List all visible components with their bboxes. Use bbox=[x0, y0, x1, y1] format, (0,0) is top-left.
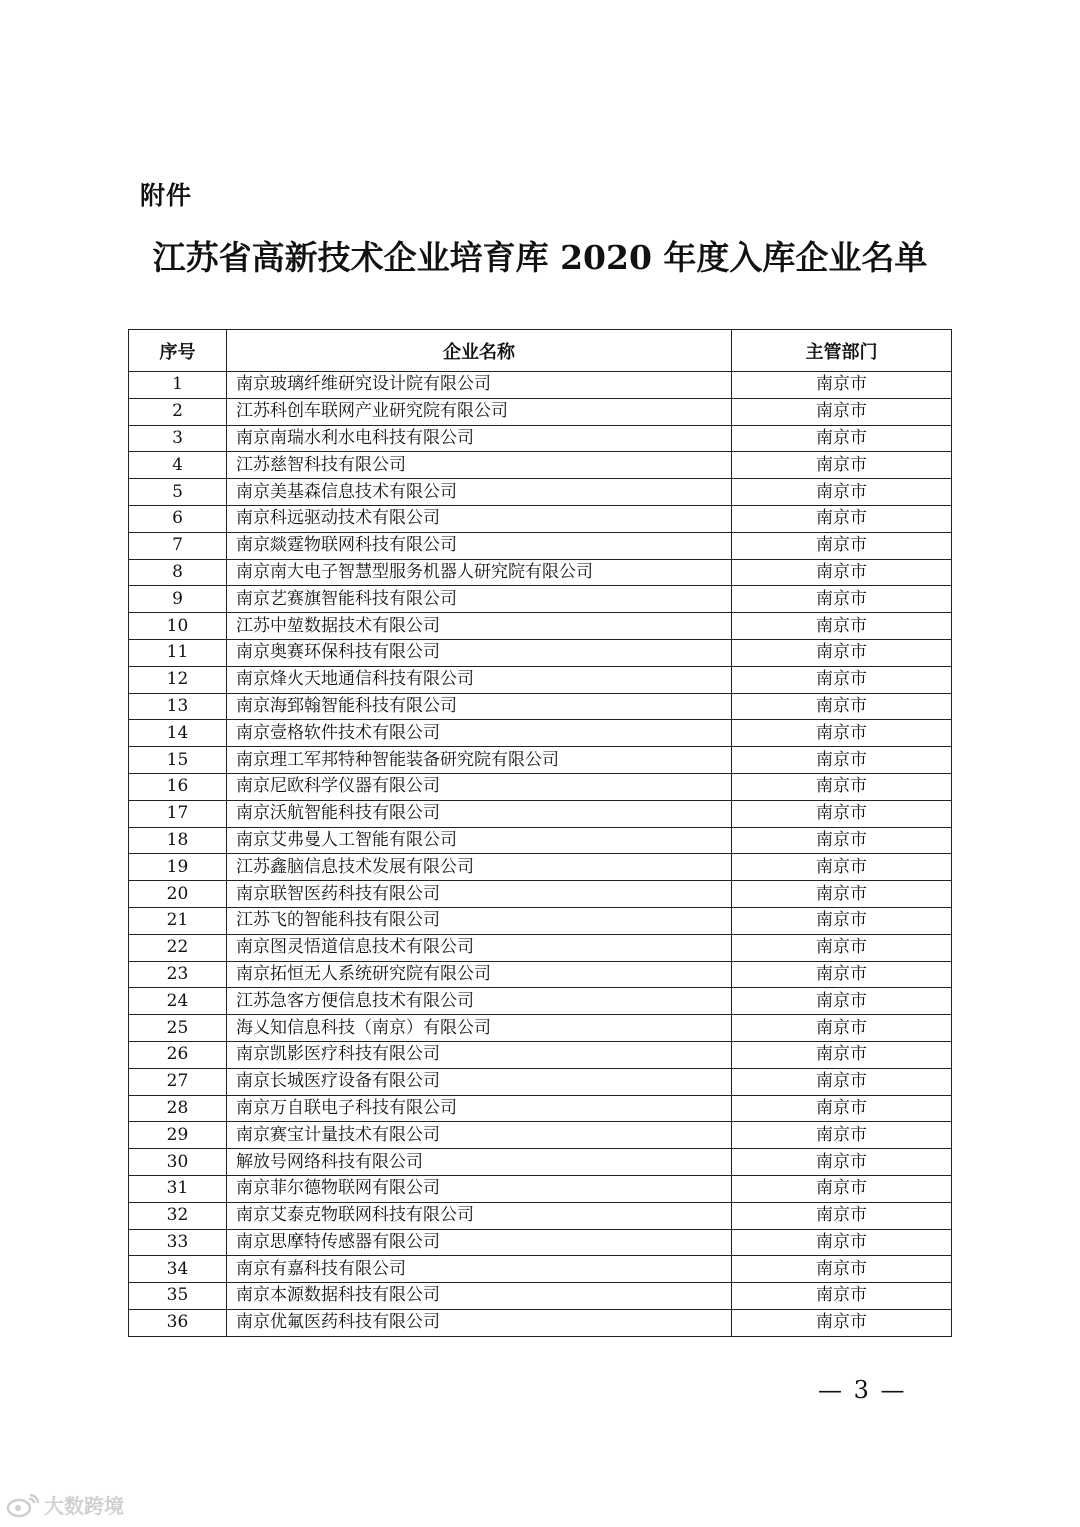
table-row bbox=[129, 1122, 952, 1149]
company-name: 江苏科创车联网产业研究院有限公司 bbox=[227, 398, 732, 425]
table-row bbox=[129, 398, 952, 425]
table-row bbox=[129, 1015, 952, 1042]
table-row bbox=[129, 425, 952, 452]
row-index: 13 bbox=[129, 693, 227, 720]
department: 南京市 bbox=[732, 961, 952, 988]
table-row bbox=[129, 452, 952, 479]
company-name: 南京有嘉科技有限公司 bbox=[227, 1256, 732, 1283]
page-number: — 3 — bbox=[818, 1376, 907, 1404]
department: 南京市 bbox=[732, 505, 952, 532]
table-row bbox=[129, 827, 952, 854]
company-name: 江苏急客方便信息技术有限公司 bbox=[227, 988, 732, 1015]
table-row bbox=[129, 1149, 952, 1176]
department: 南京市 bbox=[732, 425, 952, 452]
company-name: 南京理工军邦特种智能装备研究院有限公司 bbox=[227, 747, 732, 774]
row-index: 33 bbox=[129, 1229, 227, 1256]
row-index: 18 bbox=[129, 827, 227, 854]
department: 南京市 bbox=[732, 479, 952, 506]
company-name: 江苏鑫脑信息技术发展有限公司 bbox=[227, 854, 732, 881]
company-name: 南京美基森信息技术有限公司 bbox=[227, 479, 732, 506]
weibo-logo-icon bbox=[6, 1492, 40, 1518]
table-row bbox=[129, 961, 952, 988]
table-row bbox=[129, 988, 952, 1015]
department: 南京市 bbox=[732, 747, 952, 774]
department: 南京市 bbox=[732, 1068, 952, 1095]
row-index: 30 bbox=[129, 1149, 227, 1176]
company-name: 南京本源数据科技有限公司 bbox=[227, 1283, 732, 1310]
row-index: 3 bbox=[129, 425, 227, 452]
row-index: 6 bbox=[129, 505, 227, 532]
watermark bbox=[6, 1490, 124, 1519]
company-name: 南京燚霆物联网科技有限公司 bbox=[227, 532, 732, 559]
table-row bbox=[129, 1068, 952, 1095]
company-name: 南京艺赛旗智能科技有限公司 bbox=[227, 586, 732, 613]
table-row bbox=[129, 1283, 952, 1310]
department: 南京市 bbox=[732, 881, 952, 908]
table-row bbox=[129, 693, 952, 720]
row-index: 9 bbox=[129, 586, 227, 613]
department: 南京市 bbox=[732, 1015, 952, 1042]
department: 南京市 bbox=[732, 1122, 952, 1149]
table-row bbox=[129, 479, 952, 506]
department: 南京市 bbox=[732, 1041, 952, 1068]
company-name: 海乂知信息科技（南京）有限公司 bbox=[227, 1015, 732, 1042]
company-name: 南京长城医疗设备有限公司 bbox=[227, 1068, 732, 1095]
company-name: 南京拓恒无人系统研究院有限公司 bbox=[227, 961, 732, 988]
department: 南京市 bbox=[732, 1256, 952, 1283]
table-row bbox=[129, 747, 952, 774]
company-name: 南京万自联电子科技有限公司 bbox=[227, 1095, 732, 1122]
row-index: 22 bbox=[129, 934, 227, 961]
row-index: 31 bbox=[129, 1175, 227, 1202]
department: 南京市 bbox=[732, 988, 952, 1015]
company-name: 南京赛宝计量技术有限公司 bbox=[227, 1122, 732, 1149]
row-index: 25 bbox=[129, 1015, 227, 1042]
company-name: 南京艾泰克物联网科技有限公司 bbox=[227, 1202, 732, 1229]
row-index: 16 bbox=[129, 773, 227, 800]
table-row bbox=[129, 1229, 952, 1256]
watermark-text: 大数跨境 bbox=[44, 1494, 124, 1518]
department: 南京市 bbox=[732, 854, 952, 881]
table-row bbox=[129, 854, 952, 881]
row-index: 14 bbox=[129, 720, 227, 747]
company-name: 南京烽火天地通信科技有限公司 bbox=[227, 666, 732, 693]
department: 南京市 bbox=[732, 532, 952, 559]
department: 南京市 bbox=[732, 452, 952, 479]
company-name: 南京凯影医疗科技有限公司 bbox=[227, 1041, 732, 1068]
table-row bbox=[129, 934, 952, 961]
row-index: 34 bbox=[129, 1256, 227, 1283]
row-index: 23 bbox=[129, 961, 227, 988]
table-row bbox=[129, 1095, 952, 1122]
company-name: 南京尼欧科学仪器有限公司 bbox=[227, 773, 732, 800]
department: 南京市 bbox=[732, 666, 952, 693]
department: 南京市 bbox=[732, 639, 952, 666]
company-name: 南京思摩特传感器有限公司 bbox=[227, 1229, 732, 1256]
department: 南京市 bbox=[732, 1202, 952, 1229]
company-name: 南京优氟医药科技有限公司 bbox=[227, 1309, 732, 1336]
department: 南京市 bbox=[732, 800, 952, 827]
company-name: 南京菲尔德物联网有限公司 bbox=[227, 1175, 732, 1202]
table-row bbox=[129, 1041, 952, 1068]
row-index: 17 bbox=[129, 800, 227, 827]
row-index: 36 bbox=[129, 1309, 227, 1336]
row-index: 21 bbox=[129, 907, 227, 934]
company-name: 南京联智医药科技有限公司 bbox=[227, 881, 732, 908]
department: 南京市 bbox=[732, 586, 952, 613]
company-name: 南京图灵悟道信息技术有限公司 bbox=[227, 934, 732, 961]
table-row bbox=[129, 773, 952, 800]
row-index: 27 bbox=[129, 1068, 227, 1095]
company-name: 南京艾弗曼人工智能有限公司 bbox=[227, 827, 732, 854]
row-index: 4 bbox=[129, 452, 227, 479]
row-index: 19 bbox=[129, 854, 227, 881]
row-index: 20 bbox=[129, 881, 227, 908]
row-index: 11 bbox=[129, 639, 227, 666]
row-index: 32 bbox=[129, 1202, 227, 1229]
department: 南京市 bbox=[732, 1095, 952, 1122]
table-row bbox=[129, 800, 952, 827]
company-name: 解放号网络科技有限公司 bbox=[227, 1149, 732, 1176]
company-name: 江苏中堃数据技术有限公司 bbox=[227, 613, 732, 640]
company-name: 南京科远驱动技术有限公司 bbox=[227, 505, 732, 532]
row-index: 1 bbox=[129, 372, 227, 399]
row-index: 2 bbox=[129, 398, 227, 425]
company-name: 江苏慈智科技有限公司 bbox=[227, 452, 732, 479]
row-index: 35 bbox=[129, 1283, 227, 1310]
row-index: 15 bbox=[129, 747, 227, 774]
table-row bbox=[129, 666, 952, 693]
table-row bbox=[129, 1256, 952, 1283]
company-name: 南京玻璃纤维研究设计院有限公司 bbox=[227, 372, 732, 399]
table-row bbox=[129, 881, 952, 908]
table-row bbox=[129, 720, 952, 747]
department: 南京市 bbox=[732, 907, 952, 934]
company-name: 江苏飞的智能科技有限公司 bbox=[227, 907, 732, 934]
table-row bbox=[129, 613, 952, 640]
department: 南京市 bbox=[732, 1283, 952, 1310]
table-row bbox=[129, 1175, 952, 1202]
department: 南京市 bbox=[732, 693, 952, 720]
row-index: 24 bbox=[129, 988, 227, 1015]
company-name: 南京沃航智能科技有限公司 bbox=[227, 800, 732, 827]
department: 南京市 bbox=[732, 372, 952, 399]
table-row bbox=[129, 505, 952, 532]
table-row bbox=[129, 586, 952, 613]
table-row bbox=[129, 372, 952, 399]
department: 南京市 bbox=[732, 1149, 952, 1176]
department: 南京市 bbox=[732, 1229, 952, 1256]
document-title: 江苏省高新技术企业培育库 2020 年度入库企业名单 bbox=[152, 238, 928, 277]
table-header-row bbox=[129, 330, 952, 372]
row-index: 7 bbox=[129, 532, 227, 559]
table-row bbox=[129, 559, 952, 586]
enterprise-table bbox=[128, 329, 952, 1337]
company-name: 南京奥赛环保科技有限公司 bbox=[227, 639, 732, 666]
department: 南京市 bbox=[732, 773, 952, 800]
company-name: 南京海郅翰智能科技有限公司 bbox=[227, 693, 732, 720]
department: 南京市 bbox=[732, 613, 952, 640]
row-index: 8 bbox=[129, 559, 227, 586]
column-header-dept: 主管部门 bbox=[732, 330, 952, 372]
company-name: 南京南瑞水利水电科技有限公司 bbox=[227, 425, 732, 452]
department: 南京市 bbox=[732, 559, 952, 586]
department: 南京市 bbox=[732, 398, 952, 425]
row-index: 12 bbox=[129, 666, 227, 693]
table-row bbox=[129, 532, 952, 559]
department: 南京市 bbox=[732, 720, 952, 747]
table-row bbox=[129, 1202, 952, 1229]
column-header-index: 序号 bbox=[129, 330, 227, 372]
department: 南京市 bbox=[732, 1175, 952, 1202]
department: 南京市 bbox=[732, 1309, 952, 1336]
row-index: 10 bbox=[129, 613, 227, 640]
department: 南京市 bbox=[732, 934, 952, 961]
row-index: 26 bbox=[129, 1041, 227, 1068]
table-row bbox=[129, 907, 952, 934]
company-name: 南京壹格软件技术有限公司 bbox=[227, 720, 732, 747]
department: 南京市 bbox=[732, 827, 952, 854]
row-index: 28 bbox=[129, 1095, 227, 1122]
company-name: 南京南大电子智慧型服务机器人研究院有限公司 bbox=[227, 559, 732, 586]
column-header-name: 企业名称 bbox=[227, 330, 732, 372]
table-row bbox=[129, 1309, 952, 1336]
attachment-label: 附件 bbox=[140, 181, 193, 210]
table-row bbox=[129, 639, 952, 666]
row-index: 29 bbox=[129, 1122, 227, 1149]
row-index: 5 bbox=[129, 479, 227, 506]
